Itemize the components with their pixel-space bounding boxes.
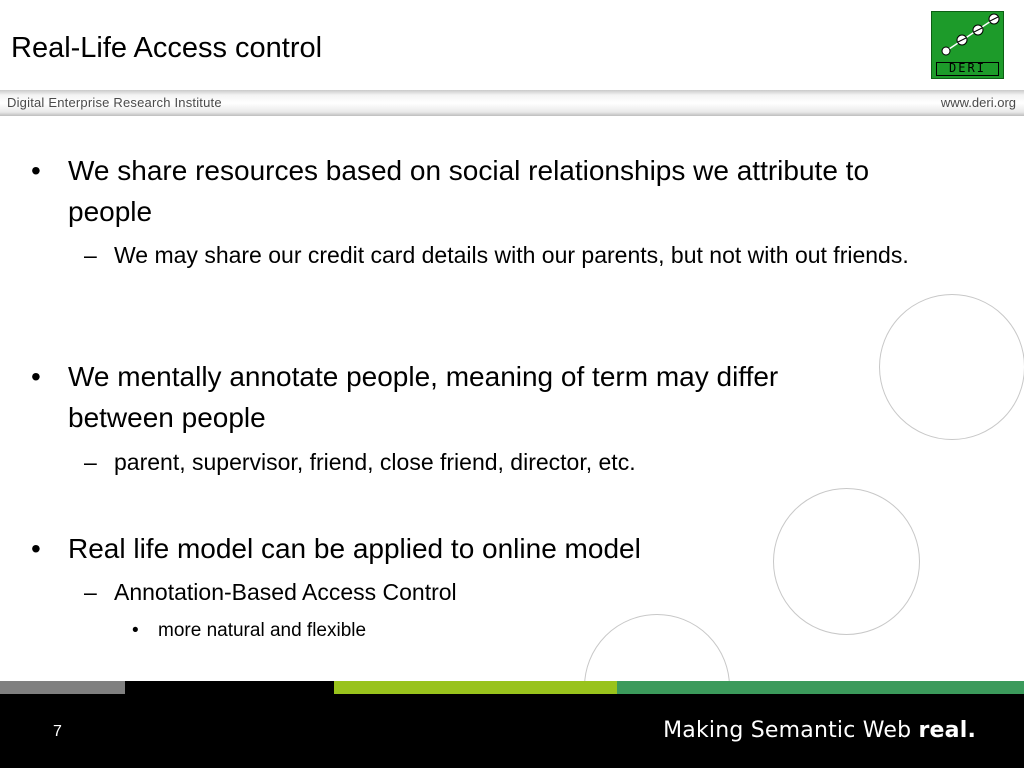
sub-bullet-item — [84, 445, 894, 479]
sub-sub-bullet-marker: • — [132, 620, 139, 641]
sub-sub-bullet-item — [132, 618, 858, 644]
tagline-bold: real. — [918, 718, 976, 743]
footer-tagline — [663, 718, 976, 743]
sub-sub-bullet-text: more natural and flexible — [158, 620, 367, 641]
footer-strip-lime — [334, 681, 617, 694]
sub-bullet-text: We may share our credit card details with our parents, but not with out friends. — [114, 242, 909, 268]
bullet-text: We share resources based on social relationships we attribute to people — [68, 155, 870, 227]
bullet-item — [31, 150, 898, 232]
footer-strip-green — [617, 681, 1024, 694]
tagline-regular: Making Semantic Web — [663, 718, 919, 743]
bullet-marker: • — [31, 533, 41, 564]
decorative-circle — [879, 294, 1024, 440]
sub-bullet-item — [84, 575, 894, 609]
page-title: Real-Life Access control — [11, 32, 323, 64]
footer-strip-gray — [0, 681, 125, 694]
sub-bullet-text: Annotation-Based Access Control — [114, 579, 457, 605]
sub-bullet-text: parent, supervisor, friend, close friend, director, etc. — [114, 449, 636, 475]
sub-bullet-marker: – — [84, 242, 97, 268]
deri-logo — [931, 11, 1004, 79]
bullet-text: Real life model can be applied to online model — [68, 533, 641, 564]
org-url: www.deri.org — [940, 95, 1016, 110]
logo-dots-icon — [932, 12, 1003, 62]
logo-text: DERI — [936, 62, 999, 76]
page-number: 7 — [53, 723, 62, 740]
sub-bullet-marker: – — [84, 449, 97, 475]
footer-strip-black — [125, 681, 334, 694]
bullet-marker: • — [31, 361, 41, 392]
bullet-item — [31, 356, 868, 438]
sub-bullet-item — [84, 238, 914, 272]
bullet-item — [31, 528, 868, 569]
sub-bullet-marker: – — [84, 579, 97, 605]
bullet-text: We mentally annotate people, meaning of term may differ between people — [68, 361, 779, 433]
org-name: Digital Enterprise Research Institute — [7, 95, 222, 110]
bullet-marker: • — [31, 155, 41, 186]
